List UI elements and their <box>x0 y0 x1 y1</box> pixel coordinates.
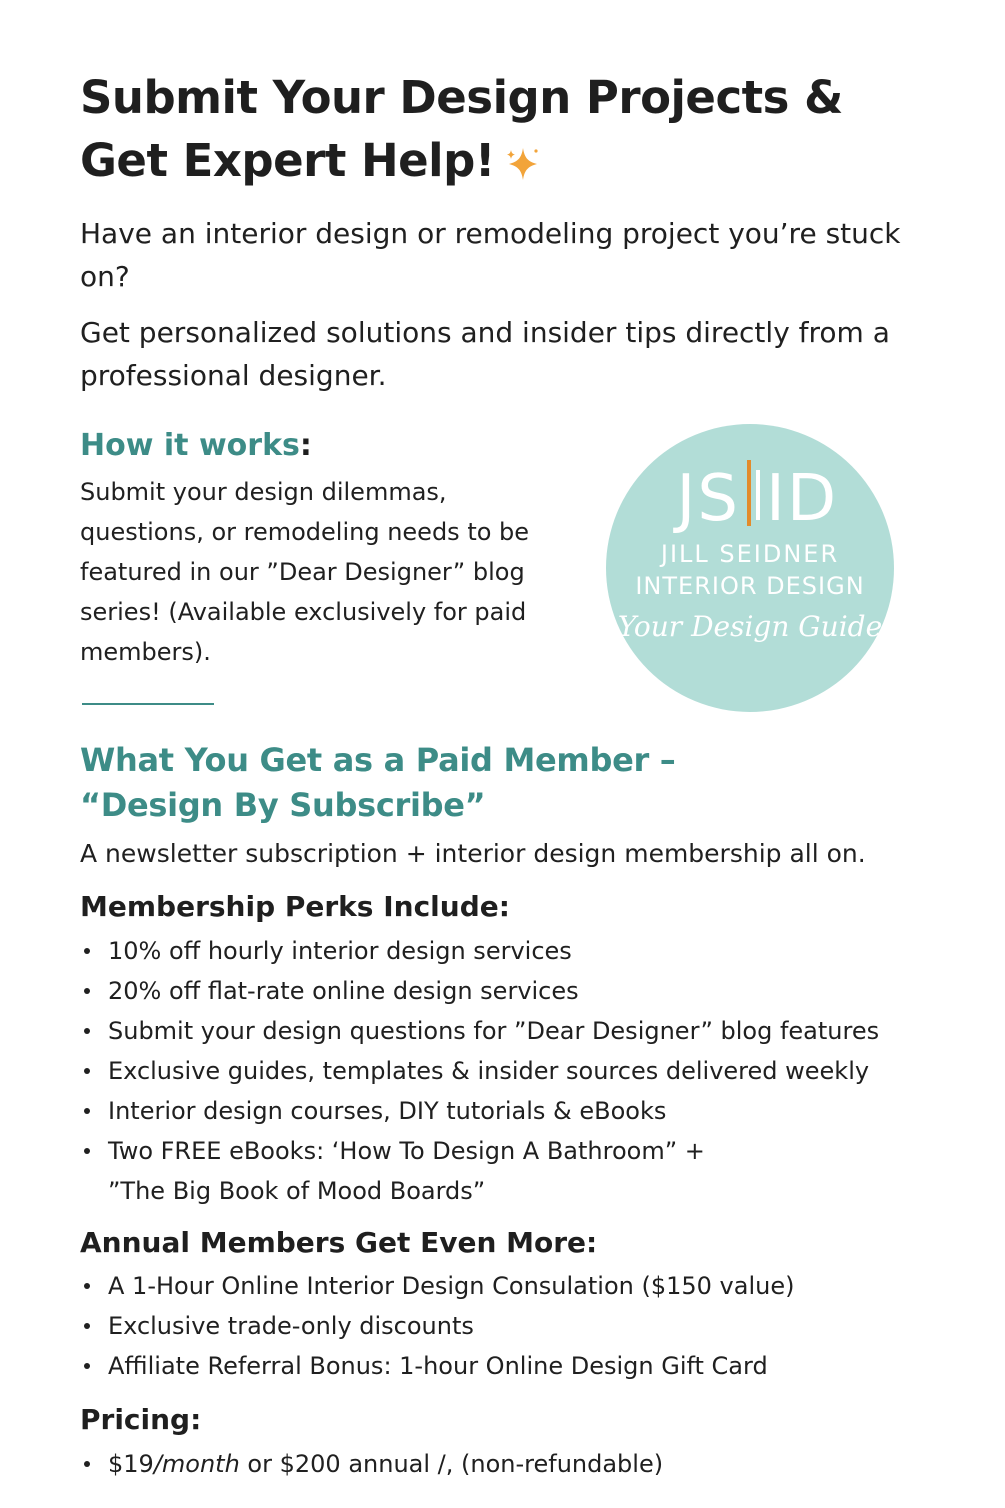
list-item: Two FREE eBooks: ‘How To Design A Bathroom” + ”The Big Book of Mood Boards” <box>80 1131 980 1211</box>
how-it-works-text: Submit your design dilemmas, questions, or remodeling needs to be featured in our ”Dear Designer” blog series! (Available exclusively for paid members). <box>80 478 530 666</box>
price-annual-suffix: /, (non-refundable) <box>430 1450 664 1478</box>
list-item: Affiliate Referral Bonus: 1-hour Online Design Gift Card <box>80 1346 980 1386</box>
price-monthly: $19 <box>108 1450 154 1478</box>
logo-initials-left: JS <box>676 462 740 536</box>
paid-member-heading <box>80 738 960 828</box>
annual-heading: Annual Members Get Even More: <box>80 1226 598 1259</box>
how-it-works-heading <box>80 424 312 468</box>
bullet-icon <box>84 1323 90 1329</box>
bullet-icon <box>84 1283 90 1289</box>
pricing-text <box>108 1444 980 1484</box>
list-item: Interior design courses, DIY tutorials & eBooks <box>80 1091 980 1131</box>
price-or: or <box>239 1450 280 1478</box>
title-line-2: Get Expert Help! <box>80 134 495 187</box>
logo-name-line-2: INTERIOR DESIGN <box>635 572 865 600</box>
annual-list <box>80 1266 980 1386</box>
list-item: Exclusive guides, templates & insider sources delivered weekly <box>80 1051 980 1091</box>
list-item: 10% off hourly interior design services <box>80 931 980 971</box>
bullet-icon <box>84 1068 90 1074</box>
list-item: Submit your design questions for ”Dear Designer” blog features <box>80 1011 980 1051</box>
section-divider <box>82 703 214 705</box>
pricing-heading: Pricing: <box>80 1403 202 1436</box>
list-item: 20% off flat-rate online design services <box>80 971 980 1011</box>
bullet-icon <box>84 948 90 954</box>
how-it-works-label: How it works <box>80 428 300 463</box>
perks-list <box>80 931 980 1211</box>
logo-divider-bar <box>747 460 751 526</box>
list-item <box>80 1444 980 1484</box>
bullet-icon <box>84 1461 90 1467</box>
bullet-icon <box>84 1363 90 1369</box>
bullet-icon <box>84 1108 90 1114</box>
bullet-icon <box>84 988 90 994</box>
paid-member-subtitle: A newsletter subscription + interior design membership all on. <box>80 839 866 868</box>
price-annual: $200 annual <box>279 1450 431 1478</box>
logo-tagline: Your Design Guide <box>617 610 883 643</box>
perks-heading: Membership Perks Include: <box>80 890 510 923</box>
paid-member-heading-line-1: What You Get as a Paid Member – <box>80 741 676 779</box>
paid-member-heading-line-2: “Design By Subscribe” <box>80 786 486 824</box>
page-title <box>80 66 940 192</box>
intro-paragraph-2: Get personalized solutions and insider tips directly from a professional designer. <box>80 316 890 392</box>
bullet-icon <box>84 1148 90 1154</box>
bullet-icon <box>84 1028 90 1034</box>
title-line-1: Submit Your Design Projects & <box>80 71 843 124</box>
logo-name-line-1: JILL SEIDNER <box>660 540 840 568</box>
sparkle-icon <box>503 144 543 184</box>
list-item: Exclusive trade-only discounts <box>80 1306 980 1346</box>
pricing-list <box>80 1444 980 1484</box>
logo-divider-bar-white <box>756 470 760 520</box>
intro-paragraph-1: Have an interior design or remodeling project you’re stuck on? <box>80 217 901 293</box>
list-item: A 1-Hour Online Interior Design Consulation ($150 value) <box>80 1266 980 1306</box>
list-item-continuation: ”The Big Book of Mood Boards” <box>108 1177 486 1205</box>
price-monthly-unit: /month <box>153 1450 240 1478</box>
logo-initials-right: ID <box>766 462 839 536</box>
jsid-logo <box>592 424 910 712</box>
how-it-works-colon: : <box>299 428 312 463</box>
